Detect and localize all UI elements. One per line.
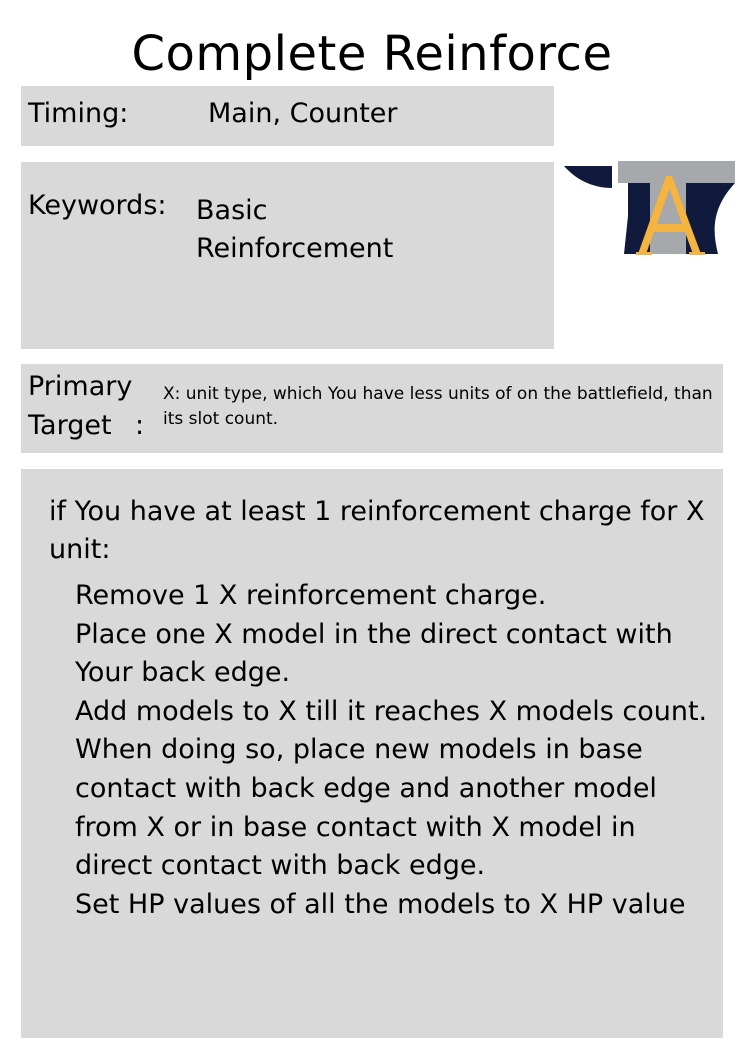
effect-box: [21, 469, 723, 1038]
effect-step: Place one X model in the direct contact with Your back edge.: [75, 618, 673, 689]
effect-intro: if You have at least 1 reinforcement charge for X unit:: [49, 496, 705, 565]
keywords-label: Keywords:: [28, 190, 167, 221]
keyword-item: Basic: [196, 195, 268, 226]
primary-target-label-line1: Primary: [28, 371, 133, 402]
logo: [562, 160, 736, 258]
keywords-values: [196, 192, 393, 268]
keyword-item: Reinforcement: [196, 233, 394, 264]
timing-box: [21, 86, 554, 146]
effect-steps: [75, 577, 715, 924]
keywords-box: [21, 162, 554, 349]
timing-label: Timing:: [28, 98, 129, 129]
anvil-a-logo-icon: [562, 160, 736, 258]
timing-value: Main, Counter: [208, 98, 398, 129]
effect-step: Remove 1 X reinforcement charge.: [75, 580, 547, 611]
primary-target-label-line2: Target: [28, 410, 112, 441]
primary-target-text: X: unit type, which You have less units of on the battlefield, than its slot count.: [163, 384, 713, 429]
card-title: Complete Reinforce: [131, 26, 613, 82]
primary-target-colon: :: [135, 410, 145, 441]
primary-target-box: [21, 364, 723, 453]
effect-step: Set HP values of all the models to X HP value: [75, 888, 686, 920]
effect-step: Add models to X till it reaches X models count. When doing so, place new models in base contact with back edge and another model from X or in base contact with X model in direct contact with back edge.: [75, 695, 708, 882]
